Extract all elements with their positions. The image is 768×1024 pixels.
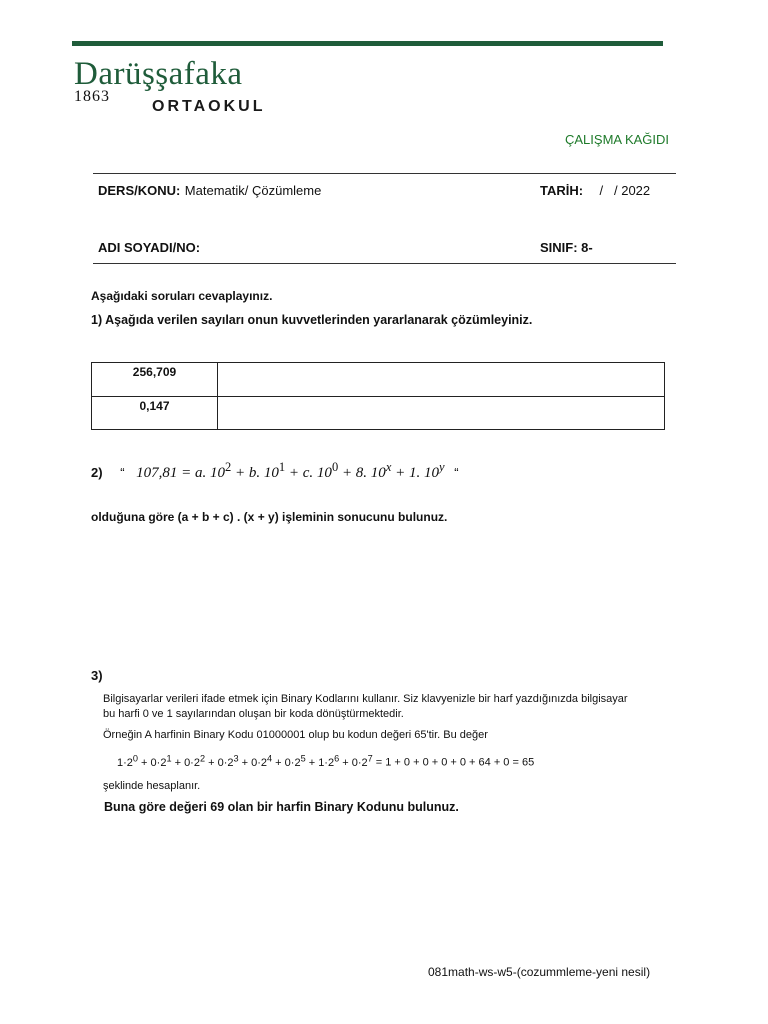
equation: 107,81 = a. $10^2 + b$. $10^1 + c$. $10^0 + 8$. $10^x + 1$. 10$^y$ [136, 460, 445, 481]
school-logo-name: Darüşşafaka [74, 56, 243, 92]
ders-label: DERS/KONU: [98, 183, 181, 198]
footer-code: 081math-ws-w5-(cozummleme-yeni nesil) [428, 965, 651, 979]
open-quote: “ [120, 465, 125, 480]
calc-term: $1\cdot 2^0$ [117, 753, 138, 769]
header-rule [72, 41, 663, 46]
close-quote: “ [454, 465, 459, 480]
calc-term: + $1\cdot 2^6$ [305, 753, 340, 769]
divider [93, 263, 676, 264]
sinif-label: SINIF: 8- [540, 240, 593, 255]
question-1-prompt: 1) Aşağıda verilen sayıları onun kuvvetlerinden yararlanarak çözümleyiniz. [91, 313, 533, 327]
worksheet-title: ÇALIŞMA KAĞIDI [565, 132, 670, 147]
question-3-prompt: Buna göre değeri 69 olan bir harfin Binary Kodunu bulunuz. [104, 800, 459, 814]
question-3-paragraph: Bilgisayarlar verileri ifade etmek için Binary Kodlarını kullanır. Siz klavyenizle bir harf yazdığınızda bilgisayar bu harfi 0 ve 1 sayılarından oluşan bir koda dönüştürmektedir. [103, 693, 628, 720]
ders-value: Matematik/ Çözümleme [184, 183, 322, 198]
name-label: ADI SOYADI/NO: [98, 240, 201, 255]
question-3-note: şeklinde hesaplanır. [103, 779, 201, 792]
answer-cell[interactable] [218, 363, 665, 397]
divider [93, 173, 676, 174]
question-2-number: 2) [91, 465, 103, 480]
question-1-table [91, 362, 665, 430]
calc-term: + $0\cdot 2^5$ [272, 753, 306, 769]
answer-cell[interactable] [218, 396, 665, 430]
binary-calculation: $1\cdot 2^0 + 0\cdot 2^1 + 0\cdot 2^2 + 0\cdot 2^3 + 0\cdot 2^4 + 0\cdot 2^5 + 1\cdot 2^6 + 0\cdot 2^7 = 1 + 0 + 0 + 0 + 0 + 64 + 0 = 65$ [117, 753, 535, 769]
school-logo-sub: ORTAOKUL [152, 98, 266, 115]
number-cell: 0,147 [92, 396, 218, 430]
tarih-label: TARİH: [540, 183, 584, 198]
tarih-field [540, 182, 650, 200]
table-row [92, 363, 665, 397]
tarih-value: / / 2022 [599, 183, 651, 198]
instructions: Aşağıdaki soruları cevaplayınız. [91, 289, 273, 303]
calc-term: + $0\cdot 2^7$ [339, 753, 373, 769]
calc-term: + $0\cdot 2^2$ [171, 753, 206, 769]
calc-term: + $0\cdot 2^4$ [238, 753, 273, 769]
question-3-example: Örneğin A harfinin Binary Kodu 01000001 olup bu kodun değeri 65'tir. Bu değer [103, 729, 488, 741]
number-cell: 256,709 [92, 363, 218, 397]
question-3-text [103, 692, 633, 796]
question-3-number: 3) [91, 668, 103, 683]
ders-field [98, 182, 321, 200]
table-row [92, 396, 665, 430]
question-2-prompt: olduğuna göre (a + b + c) . (x + y) işleminin sonucunu bulunuz. [91, 510, 448, 524]
school-logo-year: 1863 [74, 88, 110, 105]
calc-term: + $0\cdot 2^3$ [205, 753, 239, 769]
calc-term: + $0\cdot 2^1$ [138, 753, 172, 769]
question-2-equation [91, 460, 459, 482]
